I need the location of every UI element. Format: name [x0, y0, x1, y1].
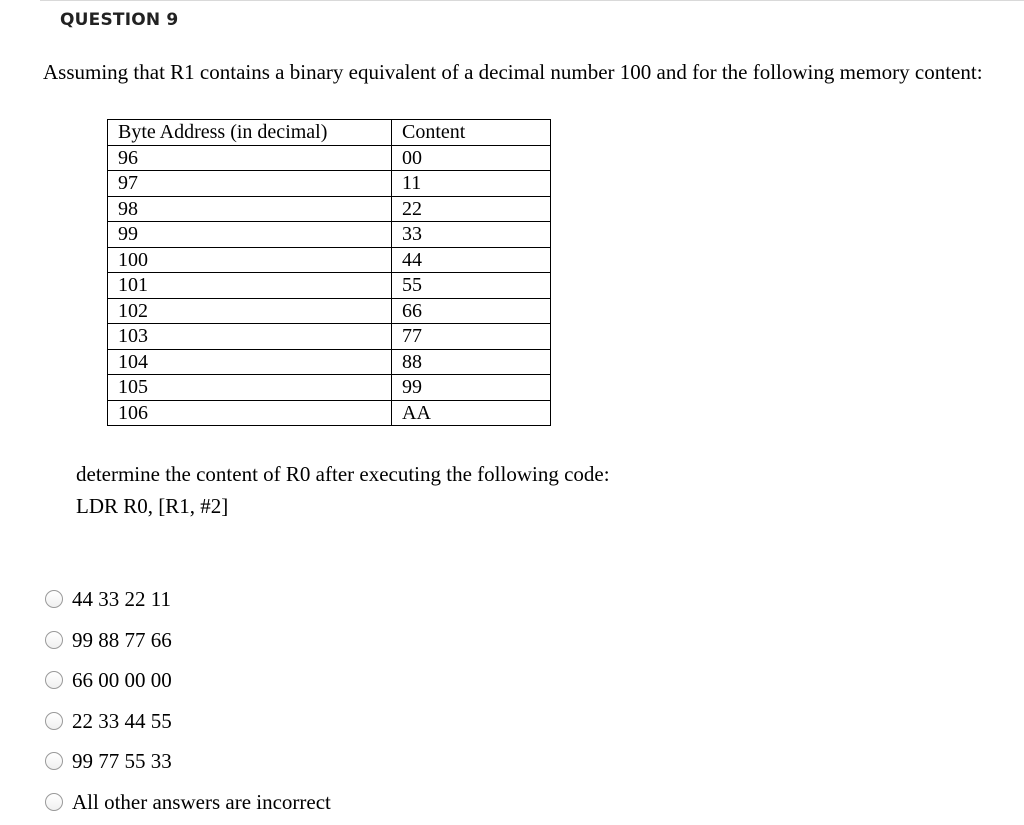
content-cell: AA	[392, 400, 551, 426]
option-label: 66 00 00 00	[72, 667, 172, 692]
table-row	[108, 349, 551, 375]
memory-table	[107, 119, 551, 426]
address-cell: 100	[108, 247, 392, 273]
address-cell: 98	[108, 196, 392, 222]
content-cell: 33	[392, 222, 551, 248]
radio-button[interactable]	[45, 590, 63, 608]
table-row	[108, 145, 551, 171]
address-cell: 101	[108, 273, 392, 299]
instruction-text: determine the content of R0 after executing the following code:	[76, 462, 610, 486]
radio-button[interactable]	[45, 793, 63, 811]
table-row	[108, 298, 551, 324]
content-cell: 22	[392, 196, 551, 222]
header-content: Content	[392, 120, 551, 146]
address-cell: 97	[108, 171, 392, 197]
radio-button[interactable]	[45, 752, 63, 770]
address-cell: 105	[108, 375, 392, 401]
table-header-row	[108, 120, 551, 146]
table-row	[108, 400, 551, 426]
content-cell: 99	[392, 375, 551, 401]
radio-button[interactable]	[45, 712, 63, 730]
radio-button[interactable]	[45, 631, 63, 649]
answer-option-2[interactable]	[45, 627, 172, 653]
question-prompt: Assuming that R1 contains a binary equivalent of a decimal number 100 and for the following memory content:	[43, 60, 983, 84]
address-cell: 104	[108, 349, 392, 375]
content-cell: 88	[392, 349, 551, 375]
code-line: LDR R0, [R1, #2]	[76, 494, 229, 518]
address-cell: 102	[108, 298, 392, 324]
answer-option-1[interactable]	[45, 586, 171, 612]
table-row	[108, 196, 551, 222]
address-cell: 99	[108, 222, 392, 248]
option-label: 99 77 55 33	[72, 748, 172, 773]
content-cell: 00	[392, 145, 551, 171]
question-title: QUESTION 9	[60, 10, 179, 30]
table-row	[108, 375, 551, 401]
address-cell: 106	[108, 400, 392, 426]
answer-option-5[interactable]	[45, 748, 172, 774]
address-cell: 103	[108, 324, 392, 350]
content-cell: 77	[392, 324, 551, 350]
option-label: 22 33 44 55	[72, 708, 172, 733]
header-byte-address: Byte Address (in decimal)	[108, 120, 392, 146]
table-row	[108, 222, 551, 248]
content-cell: 11	[392, 171, 551, 197]
table-row	[108, 273, 551, 299]
table-row	[108, 324, 551, 350]
answer-option-6[interactable]	[45, 789, 331, 815]
option-label: All other answers are incorrect	[72, 789, 331, 814]
content-cell: 55	[392, 273, 551, 299]
option-label: 44 33 22 11	[72, 586, 171, 611]
content-cell: 44	[392, 247, 551, 273]
answer-option-3[interactable]	[45, 667, 172, 693]
top-divider	[40, 0, 1024, 1]
table-row	[108, 171, 551, 197]
table-row	[108, 247, 551, 273]
address-cell: 96	[108, 145, 392, 171]
option-label: 99 88 77 66	[72, 627, 172, 652]
content-cell: 66	[392, 298, 551, 324]
answer-option-4[interactable]	[45, 708, 172, 734]
radio-button[interactable]	[45, 671, 63, 689]
